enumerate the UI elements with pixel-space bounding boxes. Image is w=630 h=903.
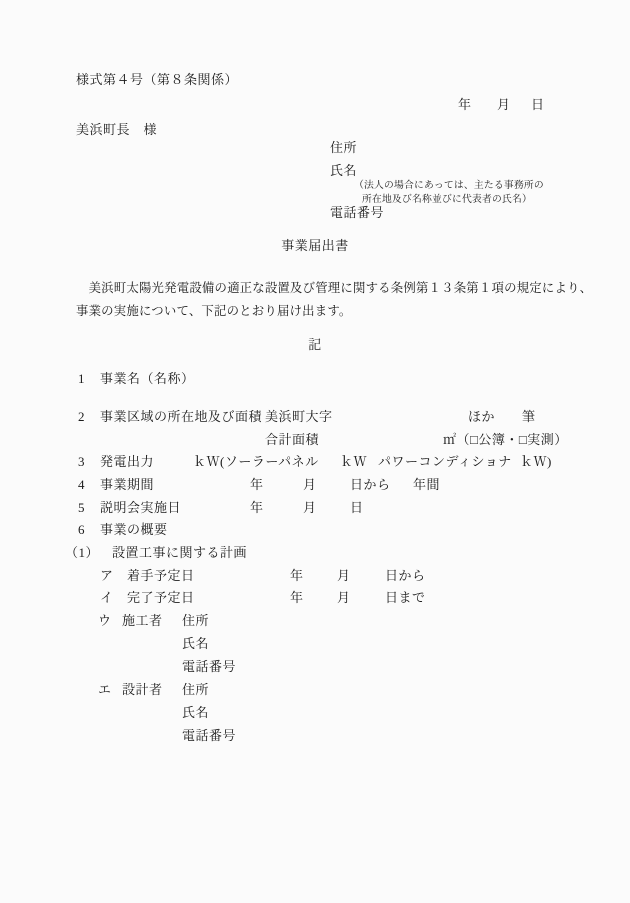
body-line1: 美浜町太陽光発電設備の適正な設置及び管理に関する条例第１３条第１項の規定により、 (76, 281, 593, 295)
item4-duration-label: 年間 (413, 477, 441, 492)
date-year-label: 年 (458, 97, 472, 112)
item2-total-area-label: 合計面積 (265, 432, 320, 447)
section1-label: 設置工事に関する計画 (112, 545, 248, 560)
record-marker: 記 (308, 337, 322, 352)
date-day-label: 日 (531, 97, 545, 112)
row-i-label: 完了予定日 (127, 590, 195, 605)
date-month-label: 月 (497, 97, 511, 112)
row-a-label: 着手予定日 (127, 568, 195, 583)
item6-label: 事業の概要 (100, 522, 168, 537)
item3-pcs-label: パワーコンディショナ (378, 454, 512, 469)
row-i-year-label: 年 (290, 590, 304, 605)
item4-day-from-label: 日から (350, 477, 391, 492)
applicant-phone-label: 電話番号 (330, 205, 385, 220)
item4-month-label: 月 (303, 477, 317, 492)
row-e-address-label: 住所 (182, 682, 210, 697)
item3-label: 発電出力 (100, 454, 155, 469)
item2-location-prefix: 美浜町大字 (265, 409, 333, 424)
item6-number: 6 (78, 522, 85, 537)
option-kobo-label: 公簿・ (478, 432, 519, 447)
row-e-phone-label: 電話番号 (182, 728, 237, 743)
item2-label: 事業区域の所在地及び面積 (100, 409, 263, 424)
item4-number: 4 (78, 477, 85, 492)
section1-number: （1） (65, 545, 100, 560)
row-a-year-label: 年 (290, 568, 304, 583)
option-jissoku-label: 実測） (527, 432, 568, 447)
applicant-name-label: 氏名 (330, 163, 358, 178)
corporate-note-line2: 所在地及び名称並びに代表者の氏名） (362, 194, 532, 205)
row-u-label: 施工者 (122, 613, 163, 628)
item3-kw-panel: ｋＷ (340, 454, 368, 469)
item3-kw-total: ｋＷ(ソーラーパネル (193, 454, 319, 469)
document-title: 事業届出書 (281, 238, 349, 253)
item5-label: 説明会実施日 (100, 500, 182, 515)
row-u-kana: ウ (98, 613, 112, 628)
item5-day-label: 日 (350, 500, 364, 515)
row-i-day-label: 日まで (385, 590, 426, 605)
row-u-name-label: 氏名 (182, 636, 210, 651)
row-u-phone-label: 電話番号 (182, 659, 237, 674)
applicant-address-label: 住所 (330, 140, 358, 155)
item5-number: 5 (78, 500, 85, 515)
item5-month-label: 月 (303, 500, 317, 515)
area-unit-label: ㎡（ (443, 432, 471, 447)
item2-fude-label: 筆 (522, 409, 536, 424)
checkbox-kobo-icon: □ (470, 432, 479, 447)
row-e-label: 設計者 (122, 682, 163, 697)
corporate-note-line1: （法人の場合にあっては、主たる事務所の (354, 180, 544, 191)
item3-kw-pcs: ｋＷ) (520, 454, 552, 469)
row-e-name-label: 氏名 (182, 705, 210, 720)
checkbox-jissoku-icon: □ (518, 432, 528, 447)
item1-label: 事業名（名称） (100, 371, 195, 386)
item5-year-label: 年 (250, 500, 264, 515)
row-a-kana: ア (100, 568, 114, 583)
body-line2: 事業の実施について、下記のとおり届け出ます。 (76, 304, 352, 318)
item2-hoka-label: ほか (468, 409, 496, 424)
row-u-address-label: 住所 (182, 613, 210, 628)
item4-label: 事業期間 (100, 477, 155, 492)
row-i-month-label: 月 (337, 590, 351, 605)
addressee: 美浜町長 様 (76, 122, 158, 137)
row-a-month-label: 月 (337, 568, 351, 583)
item3-number: 3 (78, 454, 85, 469)
item2-area-unit-group (443, 432, 568, 448)
item1-number: 1 (78, 371, 85, 386)
form-number: 様式第４号（第８条関係） (76, 72, 239, 87)
item2-number: 2 (78, 409, 85, 424)
item4-year-label: 年 (250, 477, 264, 492)
row-i-kana: イ (100, 590, 114, 605)
row-a-day-label: 日から (385, 568, 426, 583)
row-e-kana: エ (98, 682, 112, 697)
